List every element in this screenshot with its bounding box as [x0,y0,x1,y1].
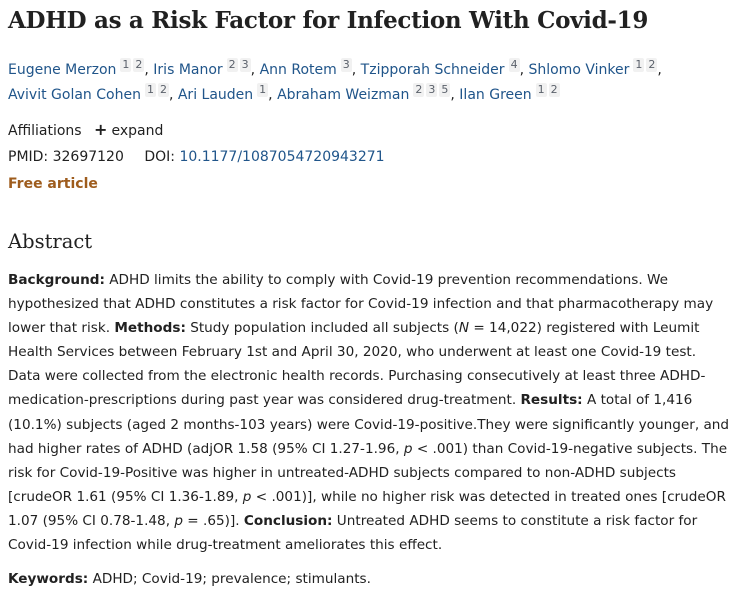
methods-label: Methods: [114,320,186,337]
author-link[interactable]: Ari Lauden [177,86,254,103]
affiliation-ref[interactable]: 3 [342,58,350,71]
affiliation-ref[interactable]: 1 [259,82,267,96]
doi-label: DOI: [144,149,175,165]
affiliation-ref[interactable]: 3 [241,58,249,71]
separator: , [450,86,460,103]
separator: , [351,62,361,78]
affiliation-ref[interactable]: 2 [135,58,143,71]
author-link[interactable]: Ilan Green [459,86,532,103]
article-title: ADHD as a Risk Factor for Infection With Covid-19 [8,7,649,34]
plus-icon: + [94,120,108,139]
pmid-label: PMID: [8,149,49,165]
methods-text: = 14,022) registered with Leumit Health Services between February 1st and April 30, 2020, who underwent at least one Covid-19 test. Data were collected from the electronic health records. Purchasing consecutively at least three ADHD-medication-prescriptions during past year was considered drug-treatment. [8,320,706,409]
affiliation-ref[interactable]: 1 [635,58,643,71]
affiliations-row [8,120,163,141]
conclusion-label: Conclusion: [243,512,333,529]
author-link[interactable]: Avivit Golan Cohen [8,86,141,103]
results-text: = .65)]. [182,512,244,529]
affiliation-ref[interactable]: 2 [228,58,236,71]
affiliation-ref[interactable]: 1 [122,58,130,71]
separator: , [168,86,178,103]
doi-link[interactable]: 10.1177/1087054720943271 [179,149,385,165]
affiliation-ref[interactable]: 2 [415,82,423,96]
p-symbol: p [403,440,413,457]
results-text: A total of 1,416 (10.1%) subjects (aged 2 months-103 years) were Covid-19-positive.They were significantly younger, and had higher rates of ADHD (adjOR 1.58 (95% CI 1.27-1.96, [8,392,730,457]
results-text: < .001)], while no higher risk was detected in treated ones [crudeOR 1.07 (95% CI 0.78-1.48, [8,488,726,529]
keywords-text: ADHD; Covid-19; prevalence; stimulants. [88,571,371,587]
p-symbol: p [242,488,252,505]
separator: , [268,86,278,103]
affiliation-ref[interactable]: 2 [550,82,558,96]
abstract-body [8,268,730,557]
author-link[interactable]: Iris Manor [153,62,223,78]
methods-n-symbol: N [458,320,470,337]
separator: , [657,62,662,78]
affiliation-ref[interactable]: 4 [510,58,518,71]
background-text: ADHD limits the ability to comply with Covid-19 prevention recommendations. We hypothesized that ADHD constitutes a risk factor for Covid-19 infection and that pharmacotherapy may lower that risk. [8,272,714,337]
separator: , [144,62,154,78]
author-link[interactable]: Ann Rotem [259,62,337,78]
p-symbol: p [174,512,183,529]
methods-text: Study population included all subjects ( [185,320,459,337]
free-article-badge: Free article [8,176,98,192]
identifiers-row [8,147,385,167]
keywords-row [8,569,371,589]
results-text: < .001) than Covid-19-negative subjects. The risk for Covid-19-Positive was higher in untreated-ADHD subjects compared to non-ADHD subjects [crudeOR 1.61 (95% CI 1.36-1.89, [8,440,728,505]
affiliations-expand-button[interactable] [94,120,164,139]
pmid-value: 32697120 [52,149,124,165]
separator: , [519,62,529,78]
author-link[interactable]: Eugene Merzon [8,62,117,78]
results-label: Results: [520,392,583,409]
affiliation-ref[interactable]: 1 [146,82,154,96]
conclusion-text: Untreated ADHD seems to constitute a risk factor for Covid-19 infection while drug-treatment ameliorates this effect. [8,512,698,554]
author-link[interactable]: Abraham Weizman [277,86,410,103]
separator: , [250,62,260,78]
author-link[interactable]: Tzipporah Schneider [360,62,505,78]
affiliation-ref[interactable]: 2 [159,82,167,96]
keywords-label: Keywords: [8,571,89,587]
expand-label: expand [111,123,164,139]
affiliation-ref[interactable]: 2 [648,58,656,71]
affiliation-ref[interactable]: 5 [441,82,449,96]
affiliations-label: Affiliations [8,123,82,139]
background-label: Background: [8,272,105,288]
affiliation-ref[interactable]: 3 [428,82,436,96]
abstract-heading: Abstract [8,230,93,253]
author-link[interactable]: Shlomo Vinker [528,62,630,78]
author-list [8,58,728,107]
affiliation-ref[interactable]: 1 [537,82,545,96]
